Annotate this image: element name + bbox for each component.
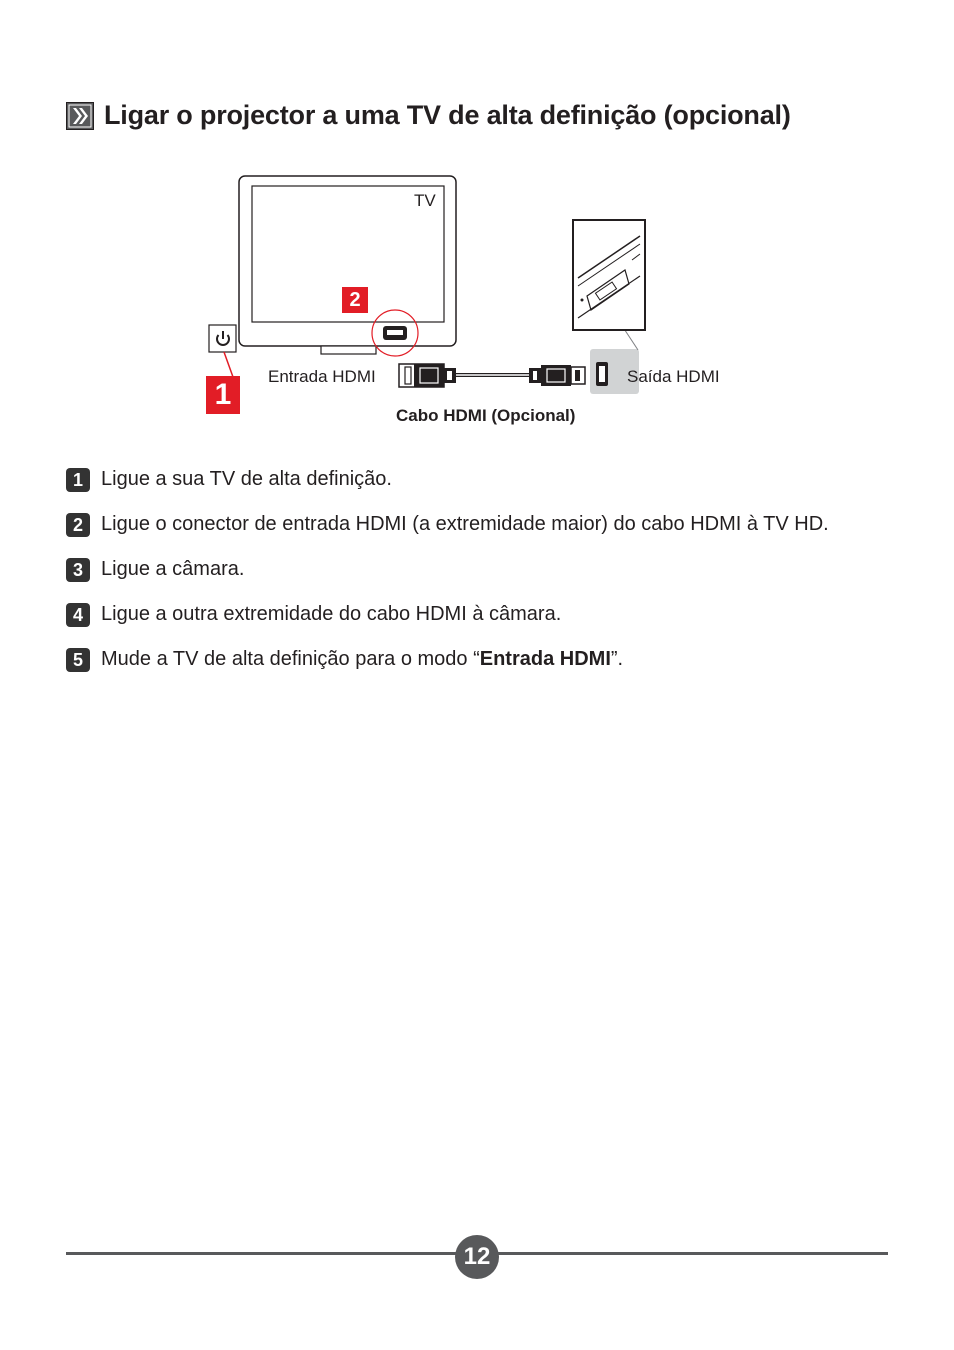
page-number: 12 <box>455 1235 499 1279</box>
list-item <box>66 602 866 627</box>
hdmi-cable-icon <box>399 364 585 387</box>
callout-line-1 <box>224 352 233 377</box>
callout-2-label: 2 <box>349 289 361 311</box>
step-number-badge: 1 <box>66 468 90 492</box>
step-text <box>101 647 623 672</box>
step-text-part: ”. <box>610 648 624 670</box>
list-item <box>66 647 866 672</box>
step-number-badge: 3 <box>66 558 90 582</box>
list-item <box>66 467 866 492</box>
step-number-badge: 5 <box>66 648 90 672</box>
step-number-badge: 4 <box>66 603 90 627</box>
step-text <box>101 557 244 582</box>
list-item <box>66 512 866 537</box>
step-text-bold: Entrada HDMI <box>479 648 611 670</box>
power-icon <box>209 325 236 352</box>
hdmi-in-label: Entrada HDMI <box>268 367 376 386</box>
step-text-part: Mude a TV de alta definição para o modo “ <box>101 648 480 670</box>
diagram-graphics <box>0 0 954 460</box>
step-text-part: Ligue o conector de entrada HDMI (a extremidade maior) do cabo HDMI à TV HD. <box>101 513 829 535</box>
figure-caption: Cabo HDMI (Opcional) <box>396 406 576 425</box>
hdmi-out-label: Saída HDMI <box>627 367 720 386</box>
step-text <box>101 512 829 537</box>
step-text <box>101 602 561 627</box>
step-text-part: Ligue a câmara. <box>101 558 245 580</box>
page-title: Ligar o projector a uma TV de alta definição (opcional) <box>104 100 791 130</box>
camera-closeup-icon <box>573 220 645 330</box>
list-item <box>66 557 866 582</box>
step-text-part: Ligue a outra extremidade do cabo HDMI à câmara. <box>101 603 562 625</box>
step-list <box>66 467 866 692</box>
step-text <box>101 467 392 492</box>
step-text-part: Ligue a sua TV de alta definição. <box>101 468 392 490</box>
tv-label: TV <box>414 191 436 210</box>
callout-1-label: 1 <box>214 378 232 411</box>
step-number-badge: 2 <box>66 513 90 537</box>
hdmi-connection-diagram <box>0 0 954 460</box>
